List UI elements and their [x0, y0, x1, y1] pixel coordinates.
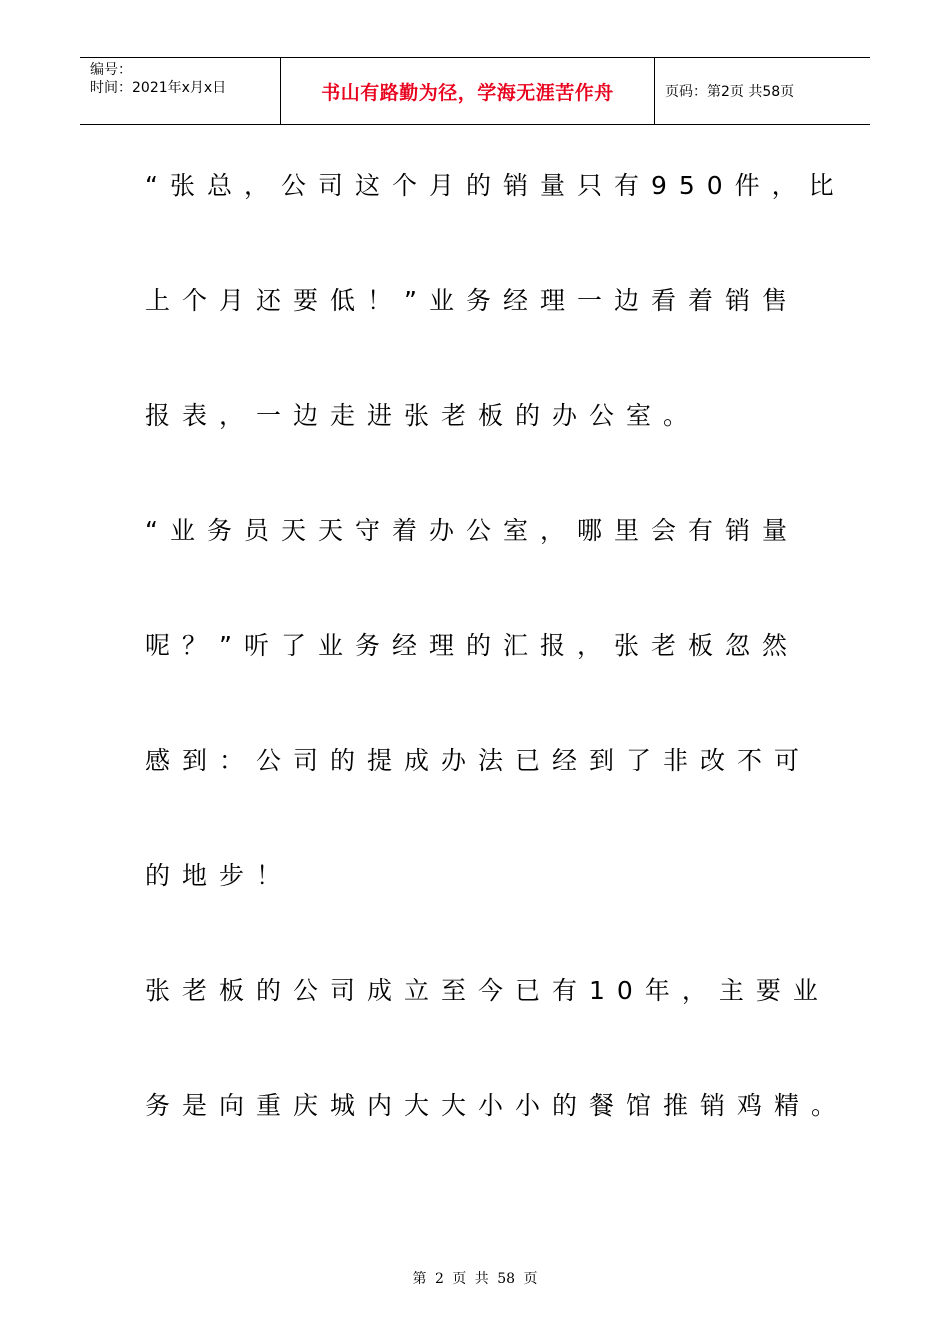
body-line: “业务员天天守着办公室，哪里会有销量	[145, 516, 799, 545]
document-body	[145, 155, 849, 1190]
body-line: 上个月还要低！”业务经理一边看着销售	[145, 286, 799, 315]
body-line: 报表，一边走进张老板的办公室。	[145, 401, 701, 430]
page-footer: 第 2 页 共 58 页	[412, 1271, 538, 1287]
body-line: 的地步！	[145, 861, 294, 890]
header-motto: 书山有路勤为径，学海无涯苦作舟	[281, 58, 655, 124]
page-header	[80, 57, 870, 125]
body-line: 呢？”听了业务经理的汇报，张老板忽然	[145, 631, 799, 660]
body-line: 务是向重庆城内大大小小的餐馆推销鸡精。	[145, 1091, 849, 1120]
body-line: 感到：公司的提成办法已经到了非改不可	[145, 746, 812, 775]
body-line: “张总，公司这个月的销量只有950件，比	[145, 171, 846, 200]
document-number-label: 编号：	[90, 62, 132, 78]
header-meta	[80, 58, 281, 124]
document-time-label: 时间：2021年x月x日	[90, 80, 227, 96]
header-page-info: 页码：第2页 共58页	[665, 84, 795, 100]
body-line: 张老板的公司成立至今已有10年，主要业	[145, 976, 830, 1005]
